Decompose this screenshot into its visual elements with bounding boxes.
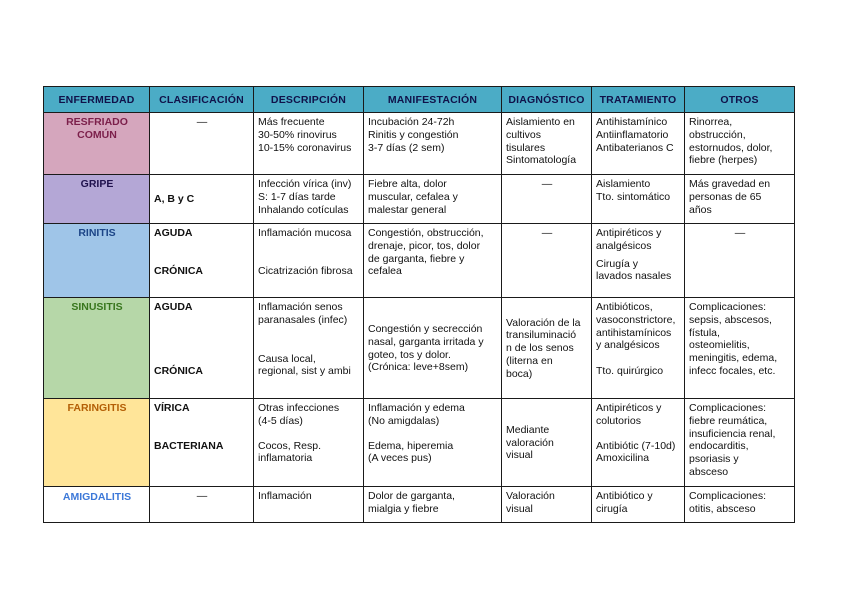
descripcion-cell: Infección vírica (inv) S: 1-7 días tarde Inhalando cotículas xyxy=(254,175,364,224)
clasificacion-cell xyxy=(150,399,254,487)
clasificacion-bacteriana: BACTERIANA xyxy=(154,439,224,452)
descripcion-cell: Más frecuente 30-50% rinovirus 10-15% coronavirus xyxy=(254,113,364,175)
tratamiento-cell xyxy=(592,224,685,298)
manifestacion-cell: Dolor de garganta, mialgia y fiebre xyxy=(364,487,502,523)
tratamiento-bacteriana: Antibiótic (7-10d) Amoxicilina xyxy=(596,439,676,465)
otros-cell: Complicaciones: otitis, absceso xyxy=(685,487,795,523)
manifestacion-virica: Inflamación y edema (No amigdalas) xyxy=(368,402,465,427)
tratamiento-cronica: Cirugía y lavados nasales xyxy=(596,257,672,283)
row-resfriado xyxy=(44,113,795,175)
clasificacion-cell: — xyxy=(150,113,254,175)
disease-table xyxy=(43,86,795,523)
diagnostico-cell: Aislamiento en cultivos tisulares Sintomatología xyxy=(502,113,592,175)
row-sinusitis xyxy=(44,298,795,399)
otros-cell: Complicaciones: fiebre reumática, insuficiencia renal, endocarditis, psoriasis y absceso xyxy=(685,399,795,487)
diagnostico-cell: — xyxy=(502,224,592,298)
header-tratamiento: TRATAMIENTO xyxy=(592,87,685,113)
disease-faringitis: FARINGITIS xyxy=(44,399,150,487)
disease-gripe: GRIPE xyxy=(44,175,150,224)
tratamiento-cell: Antibiótico y cirugía xyxy=(592,487,685,523)
descripcion-cronica: Cicatrización fibrosa xyxy=(258,264,353,277)
disease-sinusitis: SINUSITIS xyxy=(44,298,150,399)
row-rinitis xyxy=(44,224,795,298)
clasificacion-cell xyxy=(150,224,254,298)
descripcion-virica: Otras infecciones (4-5 días) xyxy=(258,402,340,427)
otros-cell: — xyxy=(685,224,795,298)
otros-cell: Más gravedad en personas de 65 años xyxy=(685,175,795,224)
clasificacion-aguda: AGUDA xyxy=(154,227,193,239)
header-descripcion: DESCRIPCIÓN xyxy=(254,87,364,113)
tratamiento-cell: Antihistamínico Antiinflamatorio Antibaterianos C xyxy=(592,113,685,175)
descripcion-cronica: Causa local, regional, sist y ambi xyxy=(258,352,351,378)
row-gripe xyxy=(44,175,795,224)
tratamiento-cronica: Tto. quirúrgico xyxy=(596,365,664,378)
manifestacion-cell: Congestión, obstrucción, drenaje, picor, tos, dolor de garganta, fiebre y cefalea xyxy=(364,224,502,298)
descripcion-cell xyxy=(254,224,364,298)
header-manifestacion: MANIFESTACIÓN xyxy=(364,87,502,113)
clasificacion-cronica: CRÓNICA xyxy=(154,264,203,277)
descripcion-cell: Inflamación xyxy=(254,487,364,523)
header-otros: OTROS xyxy=(685,87,795,113)
descripcion-bacteriana: Cocos, Resp. inflamatoria xyxy=(258,439,322,465)
clasificacion-cell: — xyxy=(150,487,254,523)
otros-cell: Complicaciones: sepsis, abscesos, fístula, osteomielitis, meningitis, edema, infecc focales, etc. xyxy=(685,298,795,399)
disease-resfriado: RESFRIADO COMÚN xyxy=(44,113,150,175)
tratamiento-cell xyxy=(592,298,685,399)
tratamiento-cell: Aislamiento Tto. sintomático xyxy=(592,175,685,224)
header-row xyxy=(44,87,795,113)
descripcion-cell xyxy=(254,399,364,487)
clasificacion-aguda: AGUDA xyxy=(154,301,193,313)
descripcion-cell xyxy=(254,298,364,399)
manifestacion-cell: Congestión y secrección nasal, garganta irritada y goteo, tos y dolor. (Crónica: leve+8sem) xyxy=(364,298,502,399)
tratamiento-aguda: Antibióticos, vasoconstrictore, antihistamínicos y analgésicos xyxy=(596,301,676,352)
diagnostico-cell: — xyxy=(502,175,592,224)
disease-amigdalitis: AMIGDALITIS xyxy=(44,487,150,523)
manifestacion-cell xyxy=(364,399,502,487)
clasificacion-cell xyxy=(150,298,254,399)
diagnostico-cell: Valoración visual xyxy=(502,487,592,523)
header-enfermedad: ENFERMEDAD xyxy=(44,87,150,113)
tratamiento-cell xyxy=(592,399,685,487)
clasificacion-cell: A, B y C xyxy=(150,175,254,224)
descripcion-aguda: Inflamación senos paranasales (infec) xyxy=(258,301,348,326)
clasificacion-cronica: CRÓNICA xyxy=(154,364,203,377)
diagnostico-cell: Valoración de la transiluminació n de los senos (literna en boca) xyxy=(502,298,592,399)
tratamiento-virica: Antipiréticos y colutorios xyxy=(596,402,662,427)
row-amigdalitis xyxy=(44,487,795,523)
diagnostico-cell: Mediante valoración visual xyxy=(502,399,592,487)
manifestacion-cell: Fiebre alta, dolor muscular, cefalea y malestar general xyxy=(364,175,502,224)
row-faringitis xyxy=(44,399,795,487)
header-diagnostico: DIAGNÓSTICO xyxy=(502,87,592,113)
otros-cell: Rinorrea, obstrucción, estornudos, dolor, fiebre (herpes) xyxy=(685,113,795,175)
disease-rinitis: RINITIS xyxy=(44,224,150,298)
tratamiento-aguda: Antipiréticos y analgésicos xyxy=(596,227,662,252)
manifestacion-bacteriana: Edema, hiperemia (A veces pus) xyxy=(368,439,454,465)
clasificacion-virica: VÍRICA xyxy=(154,402,190,414)
header-clasificacion: CLASIFICACIÓN xyxy=(150,87,254,113)
manifestacion-cell: Incubación 24-72h Rinitis y congestión 3-7 días (2 sem) xyxy=(364,113,502,175)
descripcion-aguda: Inflamación mucosa xyxy=(258,227,352,239)
